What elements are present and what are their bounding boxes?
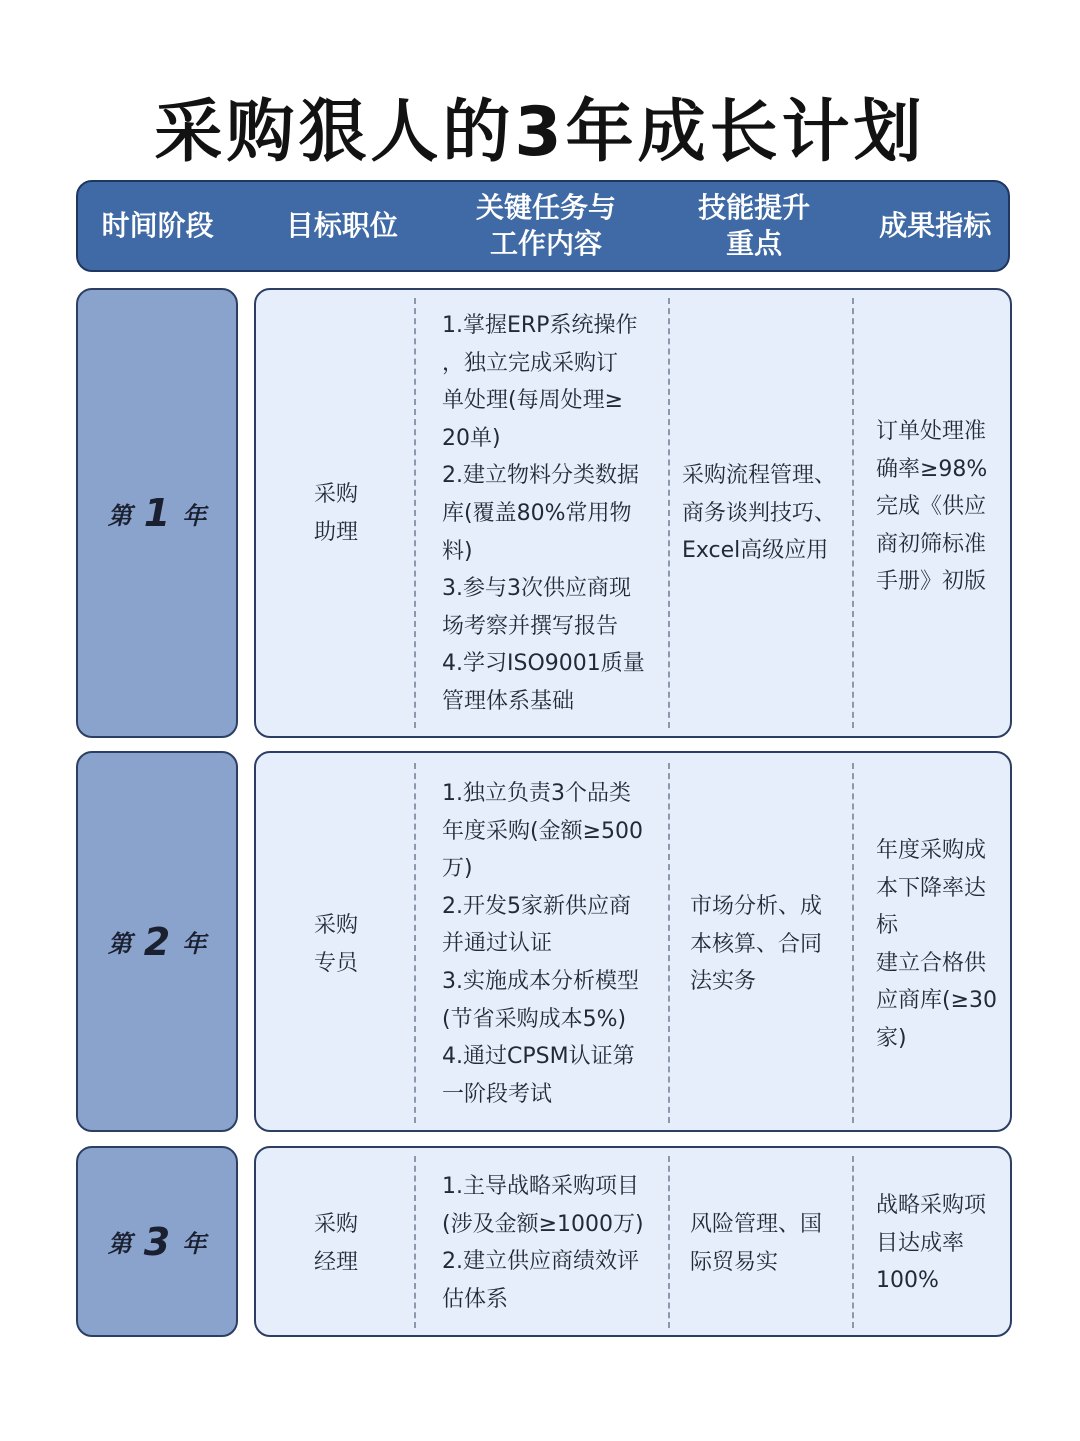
- result-metrics: 订单处理准 确率≥98% 完成《供应 商初筛标准 手册》初版: [876, 419, 988, 595]
- key-tasks: 1.掌握ERP系统操作 ，独立完成采购订 单处理(每周处理≥ 20单) 2.建立物料分类数据 库(覆盖80%常用物 料) 3.参与3次供应商现 场考察并撰写报告 4.学习ISO9001质量 管理体系基础: [442, 313, 645, 714]
- key-tasks: 1.主导战略采购项目 (涉及金额≥1000万) 2.建立供应商绩效评 估体系: [442, 1174, 644, 1312]
- year-suffix: 年: [182, 930, 207, 958]
- year-label: [76, 288, 238, 738]
- header-key-tasks: 关键任务与 工作内容: [475, 191, 616, 260]
- row-content: [254, 288, 1012, 738]
- table-row-year-1: [76, 288, 1012, 738]
- result-metrics: 战略采购项 目达成率 100%: [876, 1193, 987, 1294]
- page-title: 采购狠人的3年成长计划: [154, 93, 926, 172]
- year-label: [76, 751, 238, 1132]
- column-divider: [414, 298, 416, 728]
- skill-focus: 采购流程管理、 商务谈判技巧、 Excel高级应用: [682, 463, 837, 564]
- row-content: [254, 751, 1012, 1132]
- column-divider: [852, 1156, 854, 1328]
- year-label: [76, 1146, 238, 1337]
- row-content: [254, 1146, 1012, 1337]
- column-divider: [668, 298, 670, 728]
- result-metrics: 年度采购成 本下降率达 标 建立合格供 应商库(≥30 家): [876, 838, 998, 1051]
- table-row-year-3: [76, 1146, 1012, 1337]
- skill-focus: 风险管理、国 际贸易实: [690, 1212, 823, 1275]
- header-target-position: 目标职位: [285, 209, 398, 242]
- year-prefix: 第: [107, 1230, 132, 1258]
- year-prefix: 第: [107, 930, 132, 958]
- year-number: 2: [143, 919, 171, 964]
- year-prefix: 第: [107, 501, 132, 530]
- table-header: [76, 180, 1010, 272]
- year-suffix: 年: [182, 1230, 207, 1258]
- year-number: 1: [143, 491, 171, 535]
- header-time-stage: 时间阶段: [101, 209, 214, 242]
- year-suffix: 年: [182, 501, 207, 530]
- year-number: 3: [143, 1219, 171, 1264]
- header-skill-focus: 技能提升 重点: [698, 191, 811, 260]
- skill-focus: 市场分析、成 本核算、合同 法实务: [690, 894, 823, 995]
- header-result-metrics: 成果指标: [879, 209, 992, 242]
- column-divider: [852, 763, 854, 1123]
- target-position: 采购 经理: [313, 1212, 358, 1275]
- table-row-year-2: [76, 751, 1012, 1132]
- target-position: 采购 助理: [313, 482, 358, 545]
- column-divider: [668, 1156, 670, 1328]
- column-divider: [668, 763, 670, 1123]
- column-divider: [414, 1156, 416, 1328]
- key-tasks: 1.独立负责3个品类 年度采购(金额≥500 万) 2.开发5家新供应商 并通过认证 3.实施成本分析模型 (节省采购成本5%) 4.通过CPSM认证第 一阶段考试: [442, 781, 644, 1107]
- target-position: 采购 专员: [313, 913, 358, 976]
- column-divider: [852, 298, 854, 728]
- column-divider: [414, 763, 416, 1123]
